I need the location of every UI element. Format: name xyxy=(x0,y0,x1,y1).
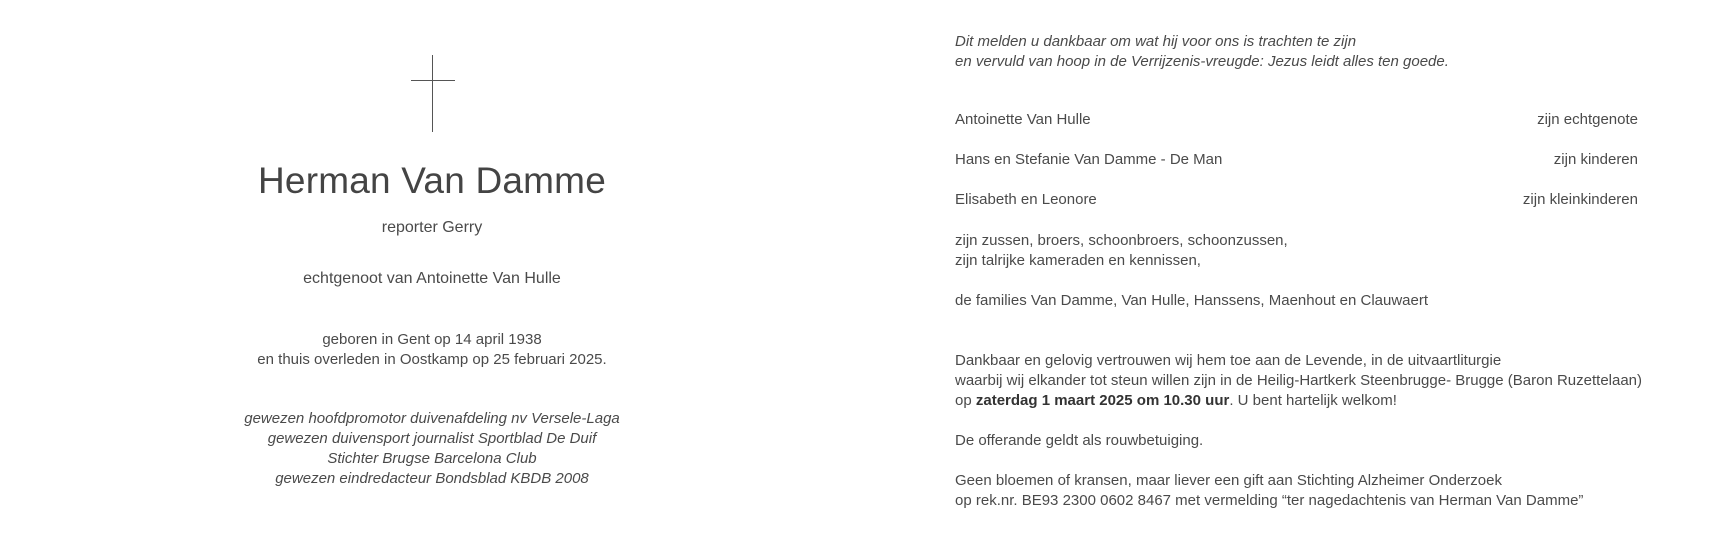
birth-line: geboren in Gent op 14 april 1938 xyxy=(322,331,542,348)
death-line: en thuis overleden in Oostkamp op 25 februari 2025. xyxy=(257,351,607,368)
cross-horizontal xyxy=(411,80,455,81)
motto xyxy=(955,32,1638,72)
deceased-name: Herman Van Damme xyxy=(258,160,606,201)
donation-line: op rek.nr. BE93 2300 0602 8467 met vermelding “ter nagedachtenis van Herman Van Damme” xyxy=(955,492,1584,509)
service-date: zaterdag 1 maart 2025 om 10.30 uur xyxy=(975,392,1230,409)
role-item: gewezen eindredacteur Bondsblad KBDB 2008 xyxy=(275,470,589,487)
role-item: gewezen hoofdpromotor duivenafdeling nv Versele-Laga xyxy=(244,410,620,427)
relatives xyxy=(955,231,1638,271)
service-line: waarbij wij elkander tot steun willen zijn in de Heilig-Hartkerk Steenbrugge- Brugge (Baron Ruzettelaan) xyxy=(955,372,1643,389)
family-name: Hans en Stefanie Van Damme - De Man xyxy=(955,151,1223,168)
motto-line: en vervuld van hoop in de Verrijzenis-vreugde: Jezus leidt alles ten goede. xyxy=(955,53,1449,70)
family-relation: zijn kinderen xyxy=(1553,151,1638,168)
offering-line: De offerande geldt als rouwbetuiging. xyxy=(955,432,1204,449)
family-name: Elisabeth en Leonore xyxy=(955,191,1097,208)
family-row xyxy=(955,191,1638,211)
service-line: Dankbaar en gelovig vertrouwen wij hem toe aan de Levende, in de uitvaartliturgie xyxy=(955,352,1502,369)
spouse-line: echtgenoot van Antoinette Van Hulle xyxy=(303,270,561,287)
motto-line: Dit melden u dankbaar om wat hij voor ons is trachten te zijn xyxy=(955,33,1357,50)
families-line: de families Van Damme, Van Hulle, Hanssens, Maenhout en Clauwaert xyxy=(955,292,1429,309)
donation xyxy=(955,471,1638,511)
role-item: gewezen duivensport journalist Sportblad De Duif xyxy=(267,430,597,447)
life-dates xyxy=(232,330,632,370)
right-panel xyxy=(955,0,1643,534)
relatives-line: zijn talrijke kameraden en kennissen, xyxy=(955,252,1201,269)
family-relation: zijn kleinkinderen xyxy=(1522,191,1638,208)
family-row xyxy=(955,151,1638,171)
family-relation: zijn echtgenote xyxy=(1537,111,1638,128)
funeral-service xyxy=(955,351,1643,411)
roles-list xyxy=(232,409,632,489)
family-row xyxy=(955,111,1638,131)
nickname: reporter Gerry xyxy=(381,219,483,236)
donation-line: Geen bloemen of kransen, maar liever een gift aan Stichting Alzheimer Onderzoek xyxy=(955,472,1502,489)
service-line xyxy=(955,391,1638,411)
cross-vertical xyxy=(432,55,433,132)
relatives-line: zijn zussen, broers, schoonbroers, schoonzussen, xyxy=(955,232,1288,249)
service-suffix: . U bent hartelijk welkom! xyxy=(1229,392,1397,409)
role-item: Stichter Brugse Barcelona Club xyxy=(327,450,537,467)
service-prefix: op xyxy=(955,392,976,409)
family-name: Antoinette Van Hulle xyxy=(955,111,1091,128)
